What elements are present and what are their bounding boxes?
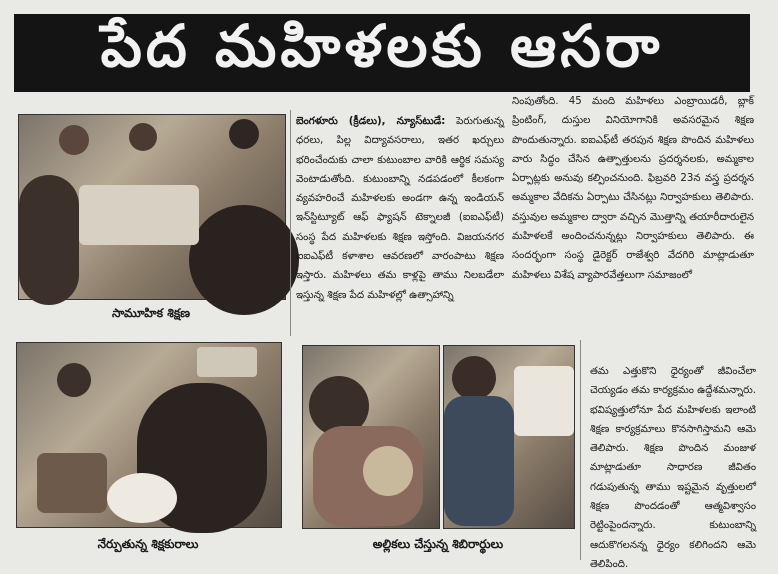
headline-banner [14, 11, 750, 92]
photo-knitting-right [443, 345, 575, 529]
caption-photo1: సామూహిక శిక్షణ [111, 306, 191, 320]
article-text-2: నింపుతోంది. 45 మంది మహిళలు ఎంబ్రాయిడరీ, బ్లాక్ ప్రింటింగ్, దుస్తుల వినియోగానికి అవసరమైన శిక్షణ పొందుతున్నారు. ఐఐఎఫ్‌టీ తరపున శిక్షణ పొందిన మహిళలు వారు సిద్ధం చేసిన ఉత్పాత్తులను ప్రదర్శనలకు, అమ్మకాల ఏర్పాట్లకు అనువు కల్పించనుంది. ఫిబ్రవరి 23న వస్త్ర ప్రదర్శన అమ్మకాల వేదికను ఏర్పాటు చేసినట్లు నిర్వాహకులు తెలిపారు. వస్తువుల అమ్మకాల ద్వారా వచ్చిన మొత్తాన్ని తయారీదారులైన మహిళలకే అందించనున్నట్లు నిర్వాహకులు తెలిపారు. ఈ సందర్భంగా సంస్థ డైరెక్టర్ రాజేశ్వరి వేదగిరి మాట్లాడుతూ మహిళలు విశేష వ్యాపారవేత్తలుగా సమాజంలో [512, 96, 754, 281]
article-column-3 [590, 362, 756, 570]
photo-instructor [16, 342, 282, 528]
caption-photo2: నేర్పుతున్న శిక్షకురాలు [97, 537, 199, 551]
dateline: బెంగళూరు (క్రీడలు), న్యూస్‌టుడే: [296, 116, 446, 127]
headline: పేద మహిళలకు ఆసరా [100, 11, 664, 80]
article-text-3: తమ ఎత్తుకొని ధైర్యంతో జీవించేలా చెయ్యడం తమ కార్యక్రమం ఉద్దేశమన్నారు. భవిష్యత్తులోనూ పేద మహిళలకు ఇలాంటి శిక్షణ కార్యక్రమాలు కొనసాగిస్తామని ఆమె తెలిపారు. శిక్షణ పొందిన మంజుళ మాట్లాడుతూ సాధారణ జీవితం గడుపుతున్న తాము ఇష్టమైన వృత్తులలో శిక్షణ పొందడంతో ఆత్మవిశ్వాసం రెట్టింపైందన్నారు. కుటుంబాన్ని ఆదుకొగలనన్న ధైర్యం కలిగిందని ఆమె తెలిపింది. [590, 366, 756, 570]
column-divider [290, 110, 291, 336]
photo-group-training [18, 114, 286, 300]
photo-knitting-left [302, 345, 440, 529]
article-column-1 [296, 112, 504, 340]
caption-photo3: అల్లికలు చేస్తున్న శిబిరార్థులు [372, 537, 504, 551]
column-divider [580, 340, 581, 560]
article-column-2 [512, 92, 754, 340]
article-text-1: పెరుగుతున్న ధరలు, పిల్ల విద్యావసరాలు, ఇతర ఖర్చులు భరించేందుకు చాలా కుటుంబాల వారికి ఆర్థిక సమస్య వెంటాడుతోంది. కుటుంబాన్ని నడపడంలో కీలకంగా వ్యవహరించే మహిళలకు అండగా ఉన్న ఇండియన్ ఇన్‌స్టిట్యూట్ ఆఫ్ ఫ్యాషన్ టెక్నాలజీ (ఐఐఎఫ్‌టీ) సంస్థ పేద మహిళలకు శిక్షణ ఇస్తోంది. విజయనగర ఐఐఎఫ్‌టీ కళాశాల ఆవరణలో వారంపాటు శిక్షణ ఇస్తారు. మహిళలు తమ కాళ్లపై తాము నిలబడేలా ఇస్తున్న శిక్షణ పేద మహిళల్లో ఉత్సాహాన్ని [296, 116, 504, 301]
